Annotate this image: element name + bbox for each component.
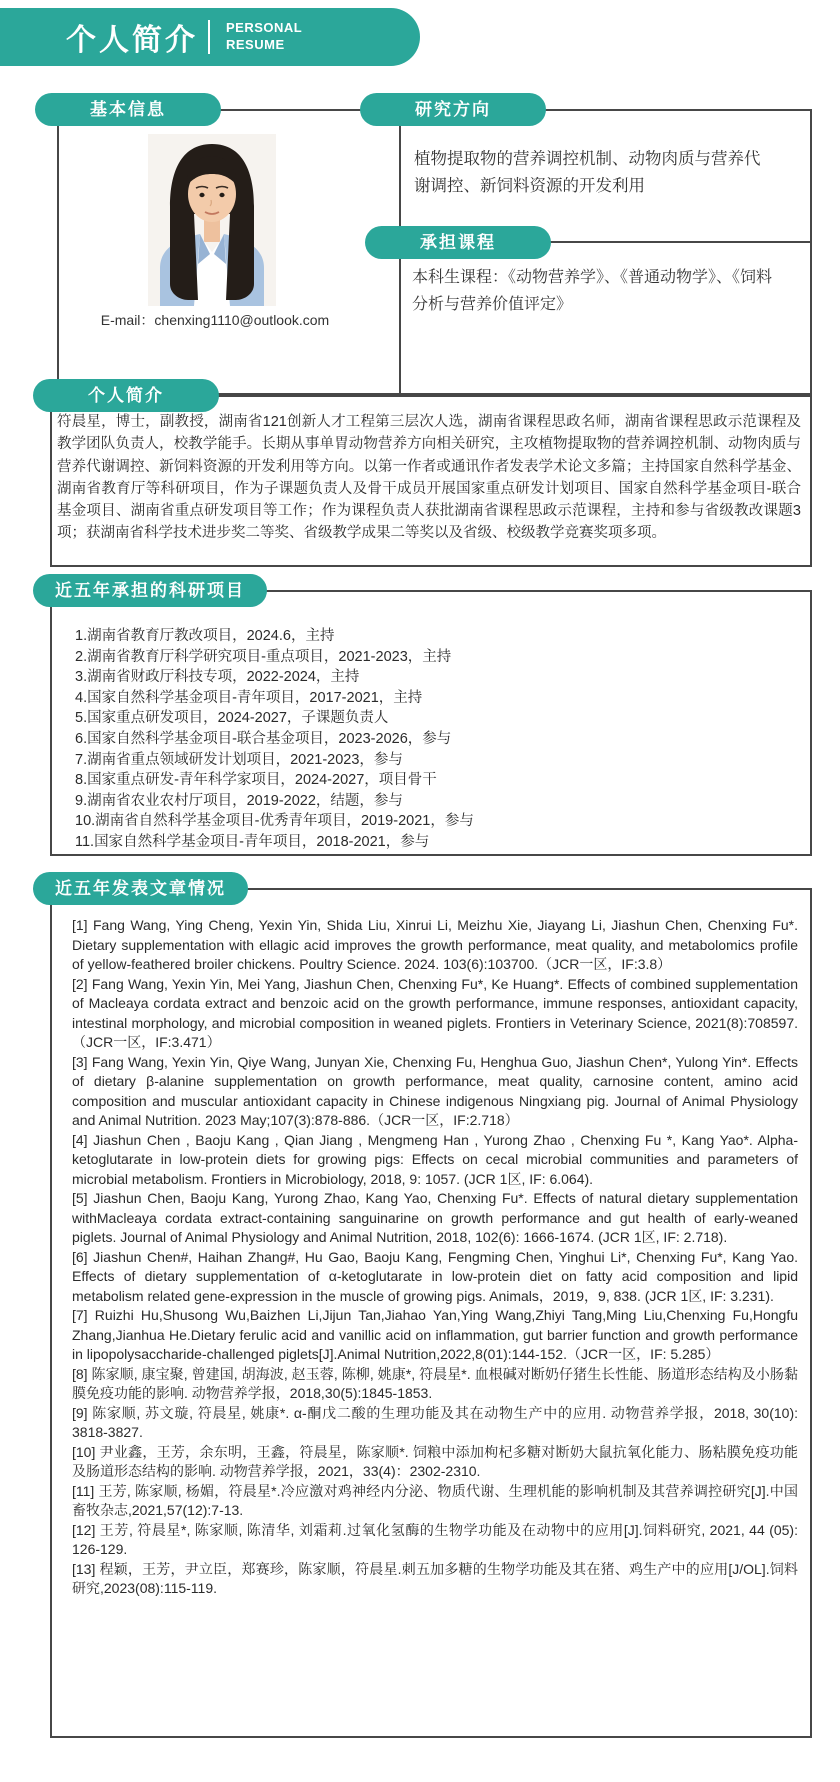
page-title-en-line1: PERSONAL	[226, 20, 303, 36]
project-item: 8.国家重点研发-青年科学家项目，2024-2027，项目骨干	[75, 772, 437, 789]
resume-header-banner	[0, 8, 420, 66]
project-item: 10.湖南省自然科学基金项目-优秀青年项目，2019-2021，参与	[75, 813, 474, 830]
profile-content: 符晨星，博士，副教授，湖南省121创新人才工程第三层次人选，湖南省课程思政名师，湖南省课程思政示范课程及教学团队负责人，校教学能手。长期从事单胃动物营养方向相关研究，主攻植物提取物的营养调控机制、动物肉质与营养代谢调控、新饲料资源的开发利用等方向。以第一作者或通讯作者发表学术论文多篇；主持国家自然科学基金、湖南省教育厅等科研项目，作为子课题负责人及骨干成员开展国家重点研发计划项目、国家自然科学基金项目-联合基金项目、湖南省重点研发项目等工作；作为课程负责人获批湖南省课程思政示范课程，主持和参与省级教改课题3项；获湖南省科学技术进步奖二等奖、省级教学成果二等奖以及省级、校级教学竞赛奖项多项。	[57, 414, 801, 542]
project-item: 4.国家自然科学基金项目-青年项目，2017-2021，主持	[75, 689, 423, 706]
project-item: 9.湖南省农业农村厅项目，2019-2022，结题，参与	[75, 792, 403, 809]
publication-item: [7] Ruizhi Hu,Shusong Wu,Baizhen Li,Jijun Tan,Jiahao Yan,Ying Wang,Zhiyi Tang,Ming Liu,Chenxing Fu,Hongfu Zhang,Jianhua He.Dietary ferulic acid and vanillic acid on inflammation, gut barrier function and growth performance in lipopolysaccharide-challenged piglets[J].Animal Nutrition,2022,8(01):144-152.（JCR一区，IF: 5.285）	[72, 1307, 798, 1362]
publication-item: [13] 程颖，王芳，尹立臣，郑赛珍，陈家顺，符晨星.刺五加多糖的生物学功能及其在猪、鸡生产中的应用[J/OL].饲料研究,2023(08):115-119.	[72, 1560, 798, 1596]
project-item: 1.湖南省教育厅教改项目，2024.6，主持	[75, 628, 335, 644]
publication-item: [2] Fang Wang, Yexin Yin, Mei Yang, Jiashun Chen, Chenxing Fu*, Ke Huang*. Effects of combined supplementation of Macleaya cordata extract and benzoic acid on the growth performance, immune responses, antioxidant capacity, intestinal morphology, and microbial composition in weaned piglets. Frontiers in Veterinary Science, 2021(8):708597.（JCR一区，IF:3.471）	[72, 975, 798, 1050]
section-badge-basic-info: 基本信息	[35, 93, 221, 126]
project-item: 7.湖南省重点领域研发计划项目，2021-2023，参与	[75, 751, 403, 768]
page-title-en	[226, 20, 302, 54]
page-title: 个人简介	[66, 24, 198, 57]
publication-item: [3] Fang Wang, Yexin Yin, Qiye Wang, Junyan Xie, Chenxing Fu, Henghua Guo, Jiashun Chen*, Yulong Yin*. Effects of dietary β-alanine supplementation on growth performance, meat quality, carnosine content, amino acid composition and muscular antioxidant capacity in Chinese indigenous Ningxiang pig. Journal of Animal Physiology and Animal Nutrition. 2023 May;107(3):878-886.（JCR一区，IF:2.718）	[72, 1053, 798, 1128]
research-direction-content: 植物提取物的营养调控机制、动物肉质与营养代谢调控、新饲料资源的开发利用	[414, 150, 761, 195]
publication-item: [4] Jiashun Chen , Baoju Kang , Qian Jiang , Mengmeng Han , Yurong Zhao , Chenxing Fu *, Kang Yao*. Alpha-ketoglutarate in low-protein diets for growing pigs: Effects on cecal microbial communities and parameters of microbial metabolism. Frontiers in Microbiology, 2018, 9: 1057. (JCR 1区, IF: 6.064).	[72, 1131, 798, 1187]
section-badge-courses: 承担课程	[365, 226, 551, 259]
section-badge-publications: 近五年发表文章情况	[33, 872, 248, 905]
projects-list	[75, 626, 775, 853]
profile-photo	[146, 134, 278, 306]
project-item: 2.湖南省教育厅科学研究项目-重点项目，2021-2023，主持	[75, 648, 452, 665]
project-item: 6.国家自然科学基金项目-联合基金项目，2023-2026，参与	[75, 730, 452, 747]
publications-list	[72, 916, 798, 1599]
publication-item: [10] 尹业鑫，王芳，余东明，王鑫，符晨星，陈家顺*. 饲粮中添加枸杞多糖对断奶大鼠抗氧化能力、肠粘膜免疫功能及肠道形态结构的影响. 动物营养学报，2021，33(4)：2302-2310.	[72, 1443, 798, 1479]
section-badge-projects: 近五年承担的科研项目	[33, 574, 267, 607]
divider-line	[208, 20, 210, 54]
project-item: 5.国家重点研发项目，2024-2027，子课题负责人	[75, 710, 389, 727]
publication-item: [1] Fang Wang, Ying Cheng, Yexin Yin, Shida Liu, Xinrui Li, Meizhu Xie, Jiayang Li, Jiashun Chen, Chenxing Fu*. Dietary supplementation with ellagic acid improves the growth performance, meat quality, and metabolomics profile of yellow-feathered broiler chickens. Poultry Science. 2024. 103(6):103700.（JCR一区，IF:3.8）	[72, 917, 798, 972]
courses-content: 本科生课程：《动物营养学》、《普通动物学》、《饲料分析与营养价值评定》	[412, 269, 773, 313]
page-title-en-line2: RESUME	[226, 37, 285, 52]
publication-item: [5] Jiashun Chen, Baoju Kang, Yurong Zhao, Kang Yao, Chenxing Fu*. Effects of natural dietary supplementation withMacleaya cordata extract-containing sanguinarine on growth performance and gut health of early-weaned piglets. Journal of Animal Physiology and Animal Nutrition, 2018, 102(6): 1666-1674. (JCR 1区, IF: 2.718).	[72, 1190, 798, 1245]
publication-item: [8] 陈家顺, 康宝聚, 曾建国, 胡海波, 赵玉蓉, 陈柳, 姚康*, 符晨星*. 血根碱对断奶仔猪生长性能、肠道形态结构及小肠黏膜免疫功能的影响. 动物营养学报，2018,30(5):1845-1853.	[72, 1365, 798, 1401]
email-text: E-mail：chenxing1110@outlook.com	[100, 312, 330, 328]
section-badge-profile: 个人简介	[33, 379, 219, 412]
project-item: 3.湖南省财政厅科技专项，2022-2024，主持	[75, 669, 360, 686]
publication-item: [6] Jiashun Chen#, Haihan Zhang#, Hu Gao, Baoju Kang, Fengming Chen, Yinghui Li*, Chenxing Fu*, Kang Yao. Effects of dietary supplementation of α-ketoglutarate in low-protein diet on fatty acid composition and lipid metabolism related gene-expression in the muscle of growing pigs. Animals，2019，9, 838. (JCR 1区, IF: 3.231).	[72, 1248, 798, 1304]
project-item: 11.国家自然科学基金项目-青年项目，2018-2021，参与	[75, 833, 430, 850]
publication-item: [12] 王芳, 符晨星*, 陈家顺, 陈清华, 刘霜莉.过氧化氢酶的生物学功能及在动物中的应用[J].饲料研究, 2021, 44 (05): 126-129.	[72, 1521, 798, 1557]
publication-item: [11] 王芳, 陈家顺, 杨媚，符晨星*.冷应激对鸡神经内分泌、物质代谢、生理机能的影响机制及其营养调控研究[J].中国畜牧杂志,2021,57(12):7-13.	[72, 1482, 798, 1518]
section-badge-research-direction: 研究方向	[360, 93, 546, 126]
publication-item: [9] 陈家顺, 苏文璇, 符晨星, 姚康*. α-酮戊二酸的生理功能及其在动物生产中的应用. 动物营养学报，2018, 30(10): 3818-3827.	[72, 1404, 798, 1440]
